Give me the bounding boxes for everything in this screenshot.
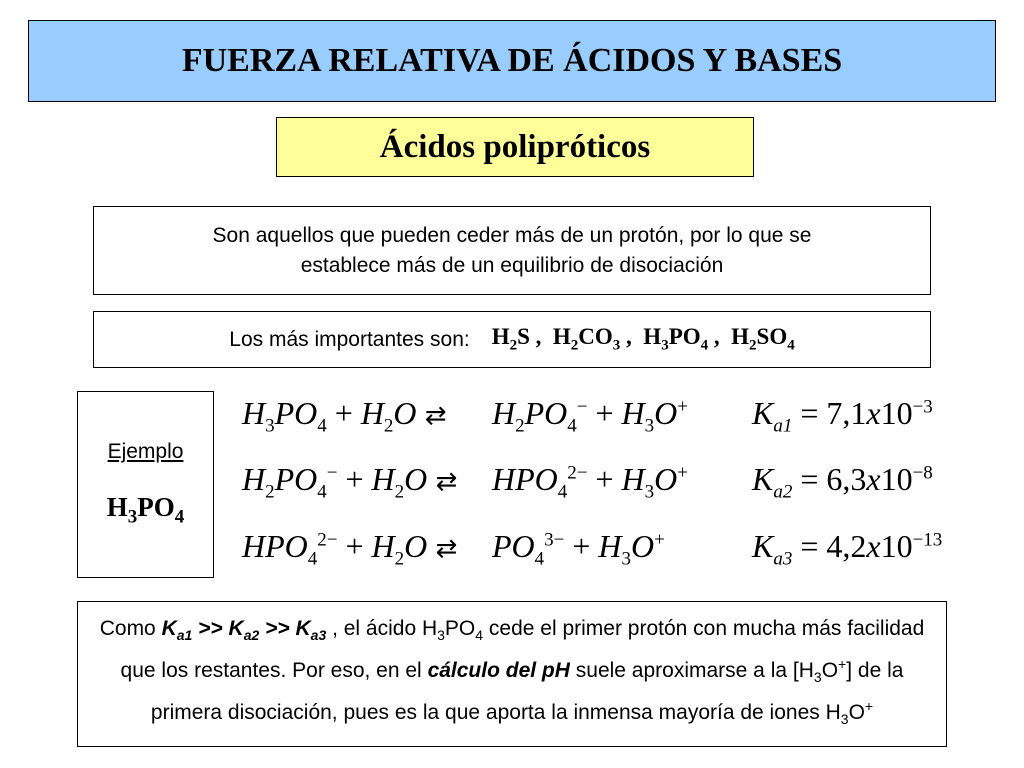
equation-reactant-part: 4 <box>307 548 318 570</box>
equation-product-part: PO <box>524 395 568 431</box>
equation-1-products <box>492 395 688 437</box>
equation-reactant-part: − <box>326 462 338 484</box>
equation-reactant-part: + <box>326 395 361 431</box>
important-acids-label: Los más importantes son: <box>229 327 470 351</box>
conclusion-part: ] de la primera disociación, pues es la que aporta la inmensa mayoría de iones H <box>150 658 904 725</box>
equilibrium-constant-part: 7,1 <box>826 395 867 431</box>
equation-reactant-part: H <box>371 461 395 497</box>
equation-product-part: 4 <box>557 481 568 503</box>
important-acids-box <box>93 311 931 368</box>
important-acids-list <box>492 324 795 355</box>
equation-row-3 <box>242 528 962 578</box>
conclusion-part: >> K <box>192 616 244 640</box>
title-banner <box>28 20 996 102</box>
acid-formula-part: 2 <box>570 337 579 354</box>
equilibrium-constant-part: 4,2 <box>826 528 867 564</box>
equation-3-reactants <box>242 528 466 570</box>
equation-product-part: 4 <box>567 415 577 437</box>
equation-reactant-part: 2 <box>394 548 405 570</box>
acid-formula <box>552 324 621 354</box>
equation-product-part: + <box>677 462 688 484</box>
acid-formula <box>643 324 709 354</box>
example-formula-part: H <box>106 492 128 523</box>
conclusion-part: O <box>821 658 839 682</box>
equation-2-reactants <box>242 461 466 503</box>
equilibrium-constant-part: a1 <box>773 415 793 437</box>
equation-reactant-part: HPO <box>242 528 308 564</box>
example-box <box>77 391 214 578</box>
equation-reactant-part: 3 <box>265 415 275 437</box>
conclusion-part: 3 <box>813 669 822 686</box>
conclusion-part: + <box>838 655 847 672</box>
conclusion-part: 3 <box>437 626 445 643</box>
acid-formula-part: 2 <box>749 337 757 354</box>
equilibrium-constant-part: 10 <box>880 461 913 497</box>
example-formula-part: 4 <box>174 506 185 528</box>
conclusion-part: a2 <box>243 626 260 643</box>
equation-product-part: H <box>621 395 645 431</box>
equation-product-part: + <box>654 529 665 551</box>
equilibrium-constant-part: −13 <box>912 529 943 551</box>
equation-reactant-part: ⇄ <box>427 467 466 497</box>
equation-1-constant <box>752 395 933 437</box>
equation-product-part: 3− <box>544 529 565 551</box>
conclusion-part: cede el primer protón con mucha más facilidad que los restantes. Por eso, en el <box>120 616 925 682</box>
equation-product-part: H <box>621 461 645 497</box>
conclusion-part: O <box>848 701 865 725</box>
example-formula-part: 3 <box>127 506 138 528</box>
equation-1-reactants <box>242 395 455 437</box>
acid-formula-part: CO <box>578 324 613 350</box>
equation-3-products <box>492 528 665 570</box>
acid-formula-part: PO <box>668 324 701 350</box>
acid-formula-part: 4 <box>787 337 795 354</box>
acid-formula-part: 4 <box>700 337 709 354</box>
conclusion-part: PO <box>444 616 476 640</box>
equation-product-part: 3 <box>621 548 632 570</box>
equation-product-part: + <box>587 395 622 431</box>
equation-product-part: 3 <box>644 415 655 437</box>
conclusion-part: 4 <box>475 626 484 643</box>
acid-separator: , <box>529 324 553 350</box>
example-formula-part: PO <box>137 492 175 523</box>
acid-formula <box>731 324 795 354</box>
equation-reactant-part: 4 <box>317 415 327 437</box>
equation-reactant-part: PO <box>274 461 318 497</box>
conclusion-part: K <box>161 616 177 640</box>
acid-formula-part: 3 <box>612 337 621 354</box>
equation-reactant-part: + <box>337 528 372 564</box>
subtitle-banner <box>276 117 754 177</box>
conclusion-part: cálculo del pH <box>427 658 570 682</box>
equation-product-part: H <box>598 528 622 564</box>
acid-formula-part: SO <box>756 324 788 350</box>
equation-reactant-part: H <box>371 528 395 564</box>
equation-product-part: 2 <box>515 415 525 437</box>
equilibrium-constant-part: = <box>792 528 827 564</box>
equation-3-constant <box>752 528 942 570</box>
acid-formula <box>491 324 530 354</box>
equation-2-constant <box>752 461 933 503</box>
equation-row-2 <box>242 461 962 511</box>
equation-product-part: + <box>587 461 622 497</box>
equilibrium-constant-part: = <box>792 395 827 431</box>
conclusion-box <box>77 601 947 747</box>
acid-formula-part: 3 <box>661 337 669 354</box>
equation-product-part: + <box>677 396 688 418</box>
equilibrium-constant-part: K <box>752 528 774 564</box>
conclusion-part: + <box>864 698 874 715</box>
equilibrium-constant-part: −3 <box>912 396 933 418</box>
equilibrium-constant-part: = <box>792 461 827 497</box>
equation-reactant-part: ⇄ <box>427 534 466 564</box>
equation-reactant-part: 2 <box>383 415 394 437</box>
page-title: FUERZA RELATIVA DE ÁCIDOS Y BASES <box>181 42 843 79</box>
equilibrium-constant-part: a3 <box>773 548 793 570</box>
equilibrium-constant-part: x <box>866 461 881 497</box>
equation-product-part: H <box>492 395 516 431</box>
acid-formula-part: 2 <box>509 337 518 354</box>
equilibrium-constant-part: x <box>866 528 881 564</box>
example-formula <box>107 492 185 528</box>
equilibrium-constant-part: 10 <box>880 528 913 564</box>
equation-product-part: PO <box>492 528 535 564</box>
equation-product-part: 2− <box>567 462 588 484</box>
equation-reactant-part: 2− <box>317 529 338 551</box>
acid-formula-part: S <box>517 324 530 350</box>
equation-2-products <box>492 461 688 503</box>
equation-product-part: 3 <box>644 481 655 503</box>
equation-product-part: − <box>576 396 588 418</box>
equilibrium-constant-part: a2 <box>773 481 793 503</box>
equation-product-part: O <box>631 528 655 564</box>
conclusion-text <box>90 614 934 735</box>
equilibrium-constant-part: 6,3 <box>826 461 867 497</box>
equation-reactant-part: O <box>404 461 428 497</box>
definition-line-1: Son aquellos que pueden ceder más de un protón, por lo que se <box>212 223 812 247</box>
acid-formula-part: H <box>731 324 750 350</box>
acid-formula-part: H <box>491 324 510 350</box>
definition-line-2: establece más de un equilibrio de disociación <box>300 253 724 277</box>
equation-reactant-part: H <box>242 395 266 431</box>
equilibrium-constant-part: −8 <box>912 462 933 484</box>
equation-product-part: 4 <box>534 548 545 570</box>
equation-product-part: O <box>654 461 678 497</box>
conclusion-part: suele aproximarse a la [H <box>569 658 814 682</box>
acid-separator: , <box>620 324 644 350</box>
equation-reactant-part: + <box>337 461 372 497</box>
page-subtitle: Ácidos polipróticos <box>379 128 651 165</box>
acid-formula-part: H <box>552 324 571 350</box>
equation-product-part: O <box>654 395 678 431</box>
equilibrium-constant-part: 10 <box>880 395 913 431</box>
conclusion-part: Como <box>99 616 162 640</box>
equation-reactant-part: H <box>242 461 266 497</box>
conclusion-part: a1 <box>176 626 193 643</box>
conclusion-part: >> K <box>259 616 311 640</box>
equilibrium-constant-part: x <box>866 395 881 431</box>
equation-reactant-part: PO <box>274 395 318 431</box>
equation-reactant-part: O <box>393 395 417 431</box>
definition-box <box>93 206 931 295</box>
equilibrium-constant-part: K <box>752 461 774 497</box>
equation-row-1 <box>242 395 962 445</box>
equation-product-part: HPO <box>492 461 558 497</box>
conclusion-part: , el ácido H <box>326 616 438 640</box>
acid-separator: , <box>708 324 732 350</box>
equation-reactant-part: O <box>404 528 428 564</box>
equation-reactant-part: ⇄ <box>416 401 455 431</box>
equation-reactant-part: H <box>360 395 384 431</box>
equilibrium-constant-part: K <box>752 395 774 431</box>
conclusion-part: a3 <box>310 626 327 643</box>
equation-product-part: + <box>564 528 599 564</box>
acid-formula-part: H <box>643 324 662 350</box>
example-label: Ejemplo <box>107 440 184 464</box>
equation-reactant-part: 4 <box>317 481 327 503</box>
equation-reactant-part: 2 <box>394 481 405 503</box>
equation-reactant-part: 2 <box>265 481 275 503</box>
conclusion-part: 3 <box>840 711 849 728</box>
